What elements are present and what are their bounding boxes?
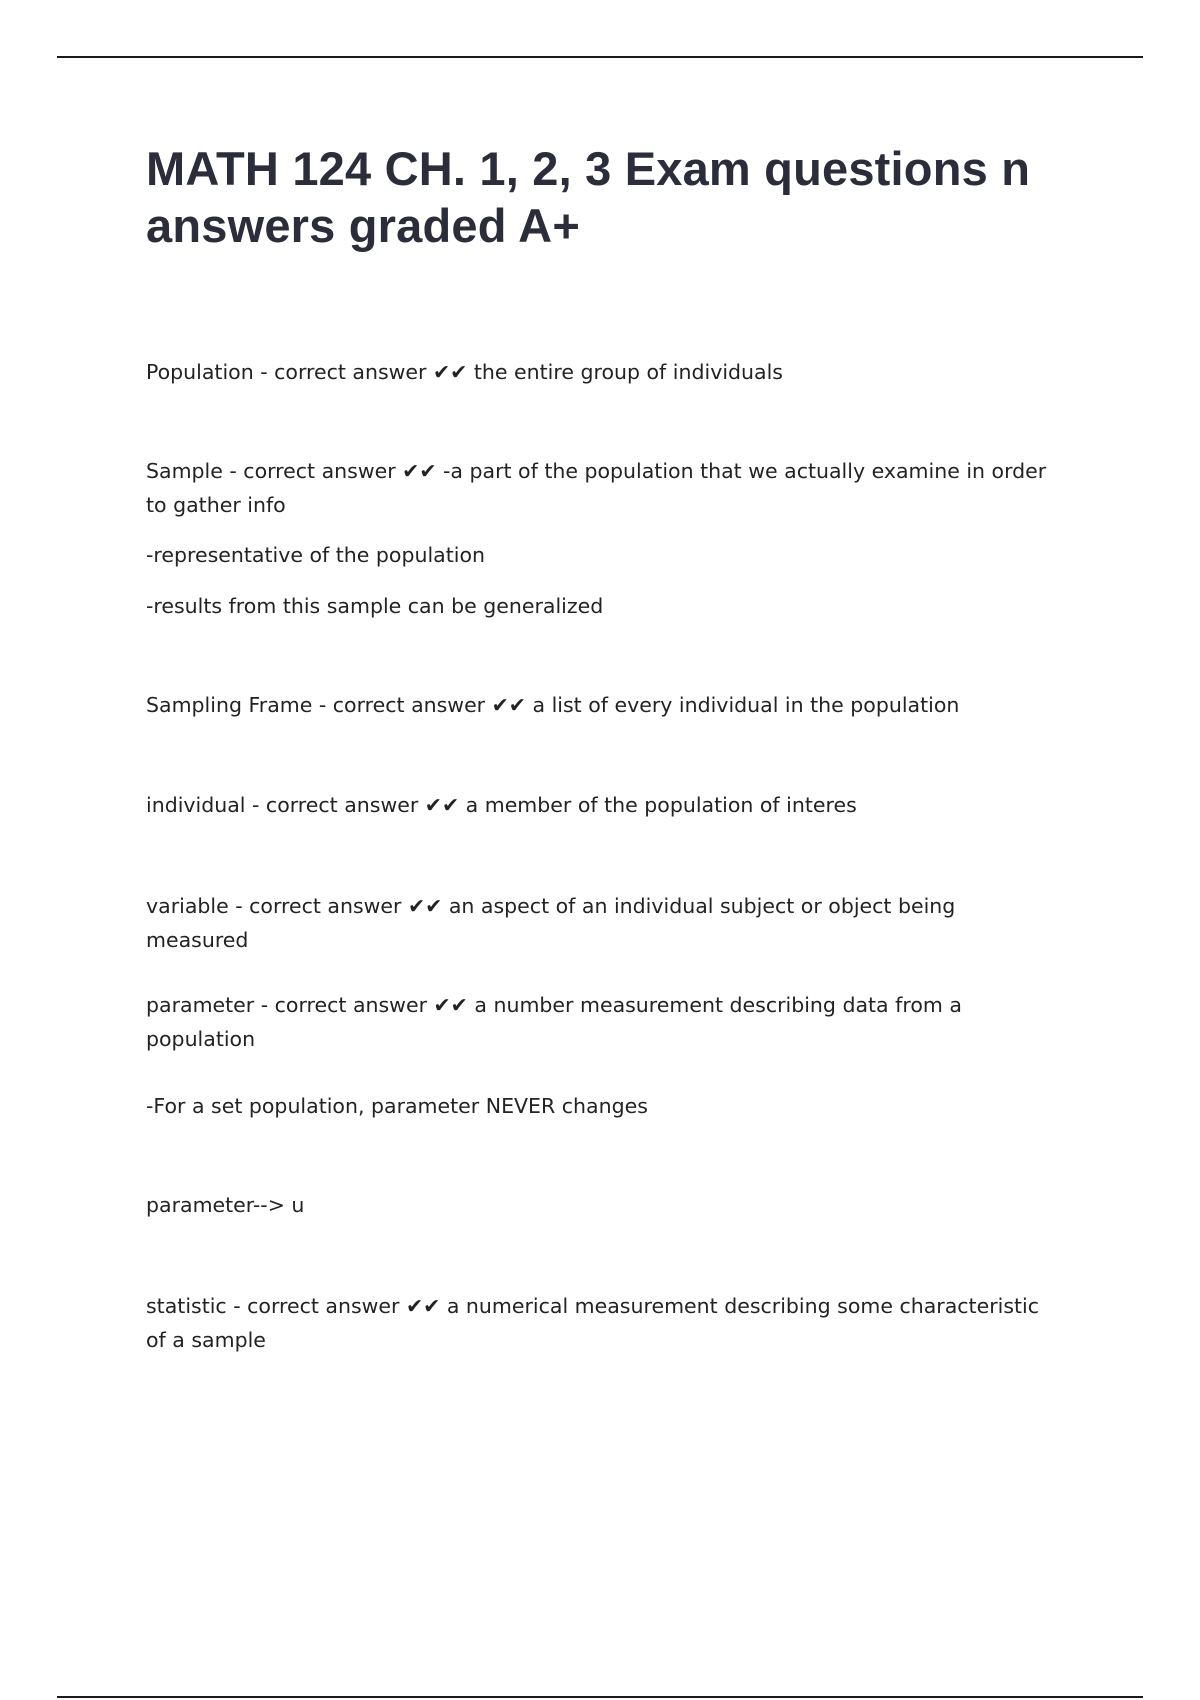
paragraph-statistic: statistic - correct answer ✔✔ a numerical measurement describing some characteristic of a sample <box>146 1294 1040 1352</box>
bottom-rule <box>57 1696 1143 1698</box>
paragraph-parameter-symbol: parameter--> u <box>146 1193 305 1217</box>
paragraph-sample-representative: -representative of the population <box>146 543 485 567</box>
paragraph-parameter: parameter - correct answer ✔✔ a number measurement describing data from a population <box>146 993 962 1051</box>
top-rule <box>57 56 1143 58</box>
paragraph-sample-generalized: -results from this sample can be generalized <box>146 594 604 618</box>
paragraph-population: Population - correct answer ✔✔ the entire group of individuals <box>146 360 783 384</box>
page-title: MATH 124 CH. 1, 2, 3 Exam questions n answers graded A+ <box>146 142 1031 252</box>
paragraph-variable: variable - correct answer ✔✔ an aspect of an individual subject or object being measured <box>146 894 956 952</box>
paragraph-sampling-frame: Sampling Frame - correct answer ✔✔ a list of every individual in the population <box>146 693 960 717</box>
paragraph-sample: Sample - correct answer ✔✔ -a part of the population that we actually examine in order to gather info <box>146 459 1047 517</box>
paragraph-parameter-never-changes: -For a set population, parameter NEVER changes <box>146 1094 648 1118</box>
paragraph-individual: individual - correct answer ✔✔ a member of the population of interes <box>146 793 857 817</box>
